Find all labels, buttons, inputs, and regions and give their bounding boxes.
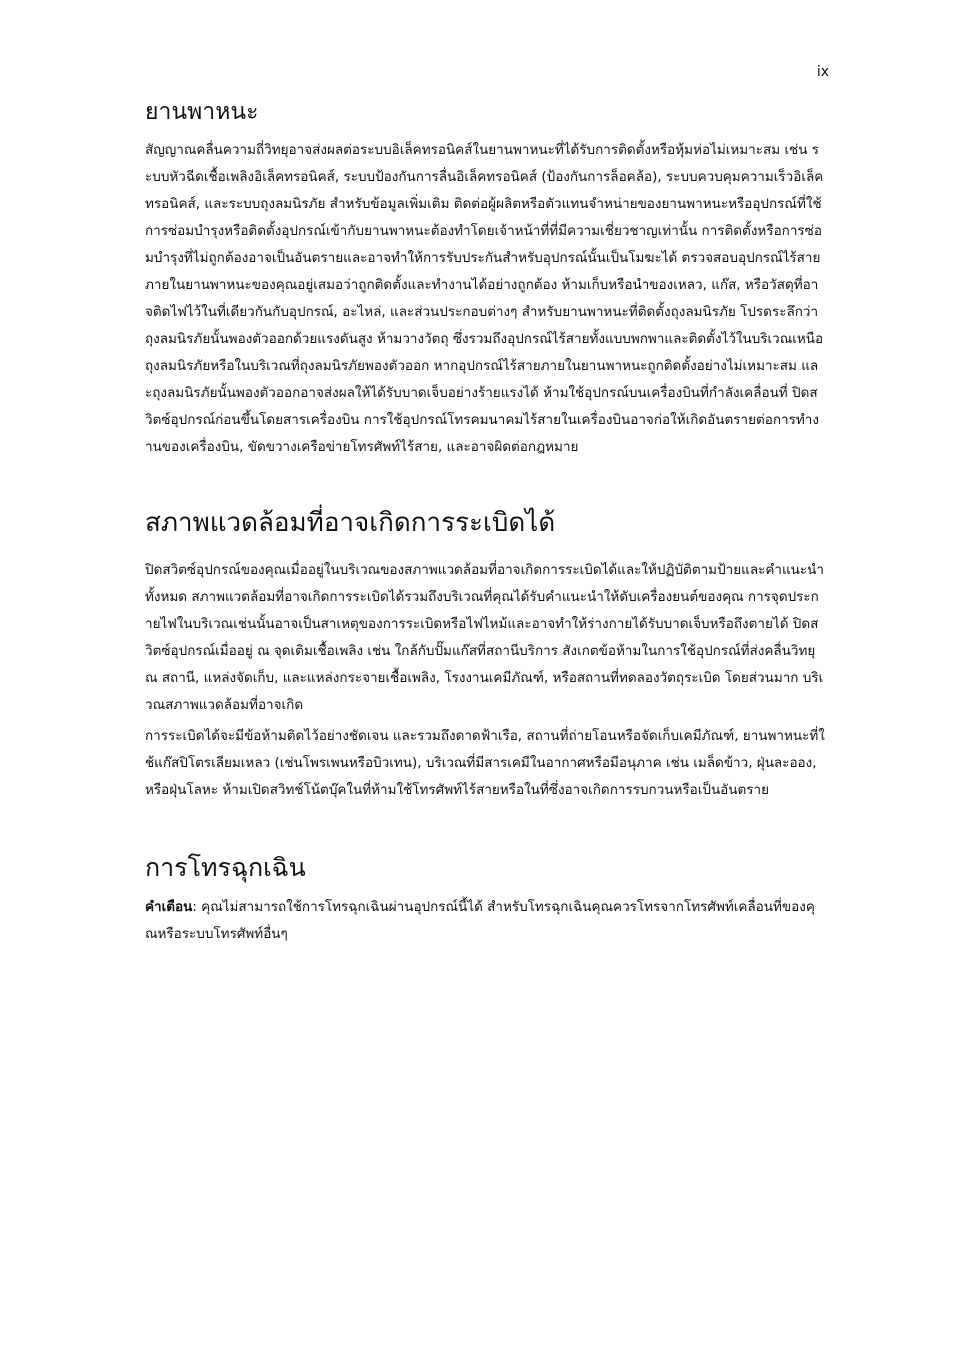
document-body [145,98,825,948]
warning-label: คำเตือน [145,898,193,915]
section-title-emergency-calls: การโทรฉุกเฉิน [145,853,306,883]
vehicles-paragraph: สัญญาณคลื่นความถี่วิทยุอาจส่งผลต่อระบบอิเล็คทรอนิคส์ในยานพาหนะที่ได้รับการติดตั้งหรือหุ้มห่อไม่เหมาะสม เช่น ระบบหัวฉีดเชื้อเพลิงอิเล็คทรอนิคส์, ระบบป้องกันการลื่นอิเล็คทรอนิคส์ (ป้องกันการล็อคล้อ), ระบบควบคุมความเร็วอิเล็คทรอนิคส์, และระบบถุงลมนิรภัย สำหรับข้อมูลเพิ่มเติม ติดต่อผู้ผลิตหรือตัวแทนจำหน่ายของยานพาหนะหรืออุปกรณ์ที่ใช้ การซ่อมบำรุงหรือติดตั้งอุปกรณ์เข้ากับยานพาหนะต้องทำโดยเจ้าหน้าที่ที่มีความเชี่ยวชาญเท่านั้น การติดตั้งหรือการซ่อมบำรุงที่ไม่ถูกต้องอาจเป็นอันตรายและอาจทำให้การรับประกันสำหรับอุปกรณ์นั้นเป็นโมฆะได้ ตรวจสอบอุปกรณ์ไร้สายภายในยานพาหนะของคุณอยู่เสมอว่าถูกติดตั้งและทำงานได้อย่างถูกต้อง ห้ามเก็บหรือนำของเหลว, แก๊ส, หรือวัสดุที่อาจติดไฟไว้ในที่เดียวกันกับอุปกรณ์, อะไหล่, และส่วนประกอบต่างๆ สำหรับยานพาหนะที่ติดตั้งถุงลมนิรภัย โปรดระลึกว่าถุงลมนิรภัยนั้นพองตัวออกด้วยแรงดันสูง ห้ามวางวัตถุ ซึ่งรวมถึงอุปกรณ์ไร้สายทั้งแบบพกพาและติดตั้งไว้ในบริเวณเหนือถุงลมนิรภัยหรือในบริเวณที่ถุงลมนิรภัยพองตัวออก หากอุปกรณ์ไร้สายภายในยานพาหนะถูกติดตั้งอย่างไม่เหมาะสม และถุงลมนิรภัยนั้นพองตัวออกอาจส่งผลให้ได้รับบาดเจ็บอย่างร้ายแรงได้ ห้ามใช้อุปกรณ์บนเครื่องบินที่กำลังเคลื่อนที่ ปิดสวิตซ์อุปกรณ์ก่อนขึ้นโดยสารเครื่องบิน การใช้อุปกรณ์โทรคมนาคมไร้สายในเครื่องบินอาจก่อให้เกิดอันตรายต่อการทำงานของเครื่องบิน, ขัดขวางเครือข่ายโทรศัพท์ไร้สาย, และอาจผิดต่อกฎหมาย [145,141,824,455]
section-title-vehicles: ยานพาหนะ [145,99,259,125]
explosive-paragraph-2: การระเบิดได้จะมีข้อห้ามติดไว้อย่างชัดเจน และรวมถึงดาดฟ้าเรือ, สถานที่ถ่ายโอนหรือจัดเก็บเคมีภัณฑ์, ยานพาหนะที่ใช้แก๊สปิโตรเลียมเหลว (เช่นโพรเพนหรือบิวเทน), บริเวณที่มีสารเคมีในอากาศหรือมีอนุภาค เช่น เมล็ดข้าว, ฝุ่นละออง, หรือฝุ่นโลหะ ห้ามเปิดสวิทช์โน้ตบุ๊คในที่ห้ามใช้โทรศัพท์ไร้สายหรือในที่ซึ่งอาจเกิดการรบกวนหรือเป็นอันตราย [145,728,825,799]
page-number: ix [816,64,829,80]
section-vehicles [145,98,825,461]
section-title-explosive-environments: สภาพแวดล้อมที่อาจเกิดการระเบิดได้ [145,507,556,538]
emergency-paragraph [145,894,825,948]
warning-text: : คุณไม่สามารถใช้การโทรฉุกเฉินผ่านอุปกรณ์นี้ได้ สำหรับโทรฉุกเฉินคุณควรโทรจากโทรศัพท์เคลื่อนที่ของคุณหรือระบบโทรศัพท์อื่นๆ [145,898,815,942]
section-emergency-calls [145,852,825,947]
explosive-paragraph-1: ปิดสวิตซ์อุปกรณ์ของคุณเมื่ออยู่ในบริเวณของสภาพแวดล้อมที่อาจเกิดการระเบิดได้และให้ปฏิบัติตามป้ายและคำแนะนำทั้งหมด สภาพแวดล้อมที่อาจเกิดการระเบิดได้รวมถึงบริเวณที่คุณได้รับคำแนะนำให้ดับเครื่องยนต์ของคุณ การจุดประกายไฟในบริเวณเช่นนั้นอาจเป็นสาเหตุของการระเบิดหรือไฟไหม้และอาจทำให้ร่างกายได้รับบาดเจ็บหรือถึงตายได้ ปิดสวิตซ์อุปกรณ์เมื่ออยู่ ณ จุดเติมเชื้อเพลิง เช่น ใกล้กับปั๊มแก๊สที่สถานีบริการ สังเกตข้อห้ามในการใช้อุปกรณ์ที่ส่งคลื่นวิทยุ ณ สถานี, แหล่งจัดเก็บ, และแหล่งกระจายเชื้อเพลิง, โรงงานเคมีภัณฑ์, หรือสถานที่ทดลองวัตถุระเบิด โดยส่วนมาก บริเวณสภาพแวดล้อมที่อาจเกิด [145,562,824,714]
section-explosive-environments [145,507,825,805]
